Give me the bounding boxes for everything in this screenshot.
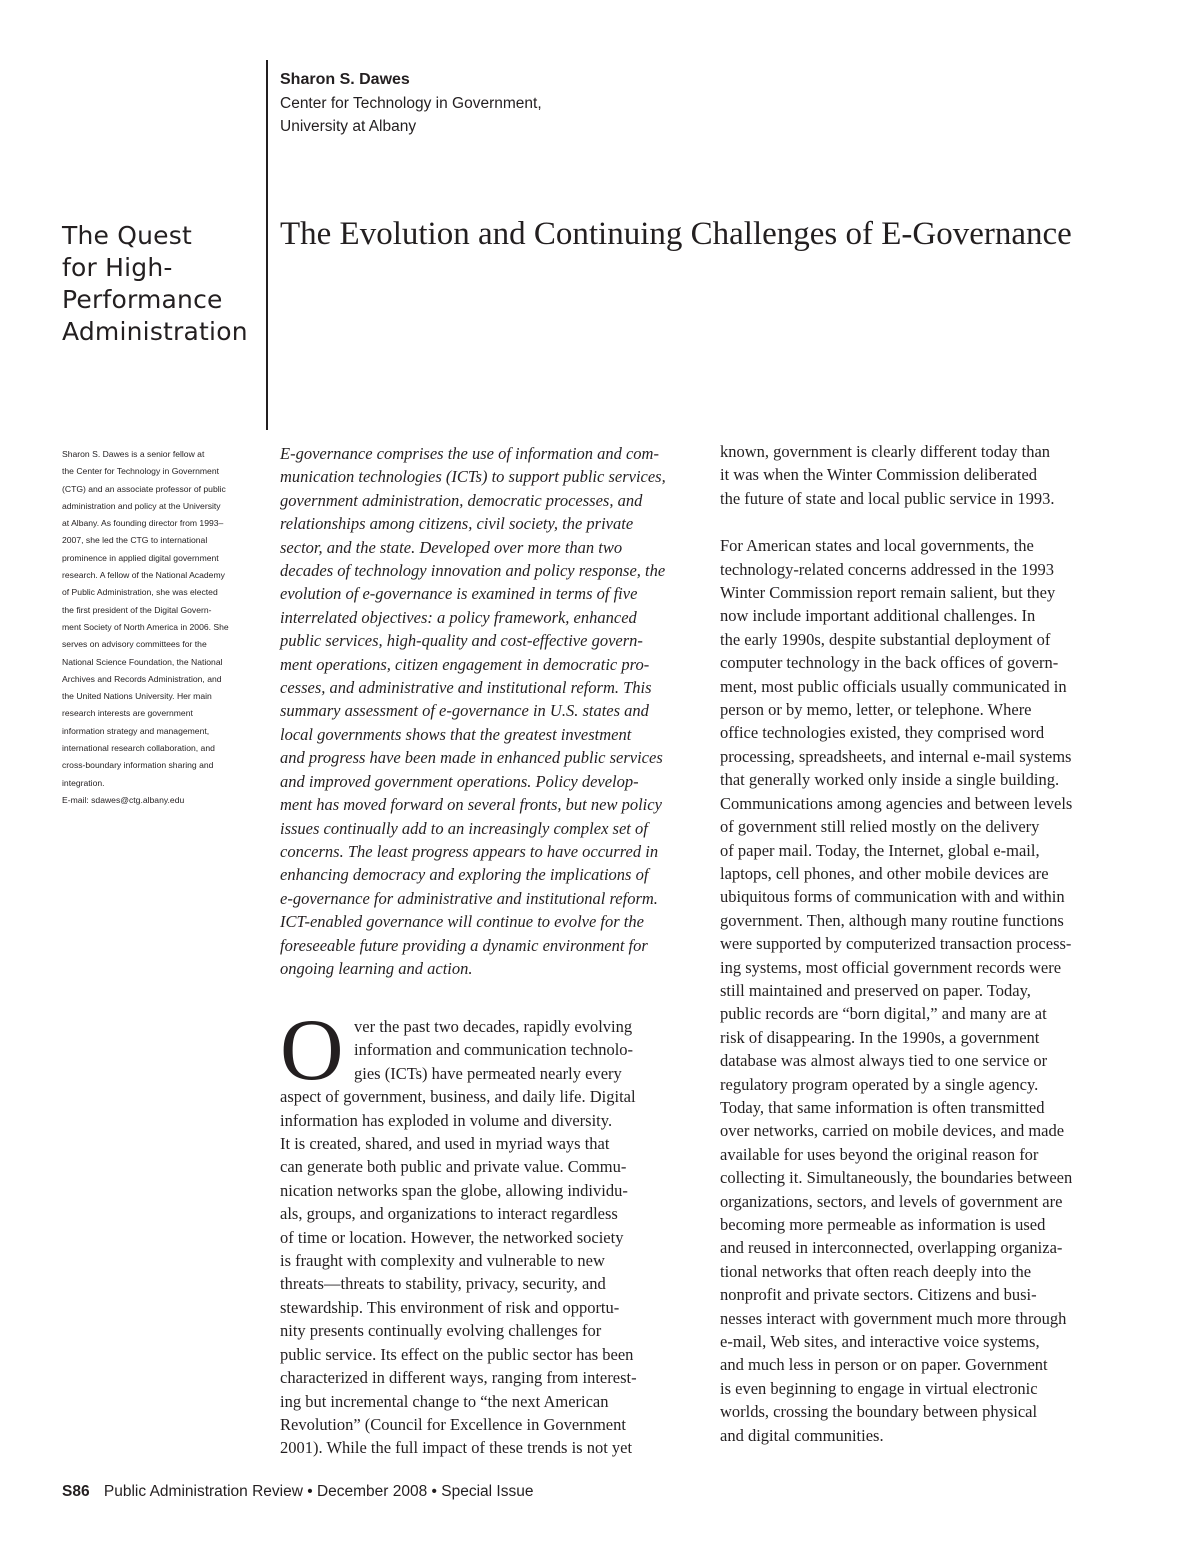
bio-line: research. A fellow of the National Academy [62, 570, 225, 581]
body-line: nonprofit and private sectors. Citizens and busi- [720, 1285, 1037, 1305]
body-line: information has exploded in volume and diversity. [280, 1110, 613, 1130]
author-bio [62, 446, 258, 809]
body-line: tional networks that often reach deeply into the [720, 1261, 1032, 1281]
bio-line: National Science Foundation, the National [62, 656, 223, 667]
bio-line: E-mail: sdawes@ctg.albany.edu [62, 794, 185, 805]
body-line: stewardship. This environment of risk and opportu- [280, 1297, 620, 1317]
abstract-line: evolution of e-governance is examined in terms of five [280, 584, 638, 604]
page-footer [62, 1482, 533, 1502]
body-paragraph [280, 1085, 700, 1460]
abstract-line: enhancing democracy and exploring the implications of [280, 865, 649, 885]
bio-line: of Public Administration, she was elected [62, 587, 218, 598]
section-label [62, 220, 262, 348]
body-line: ment, most public officials usually communicated in [720, 676, 1067, 696]
body-line: the future of state and local public service in 1993. [720, 488, 1055, 508]
bio-line: integration. [62, 777, 105, 788]
drop-cap: O [280, 1002, 344, 1099]
right-paragraph-2 [720, 534, 1140, 1447]
body-line: known, government is clearly different today than [720, 442, 1051, 461]
body-line: ing systems, most official government records were [720, 957, 1062, 977]
body-line: ing but incremental change to “the next American [280, 1391, 609, 1411]
abstract-line: E-governance comprises the use of information and com- [280, 444, 659, 463]
body-line: Communications among agencies and between levels [720, 793, 1073, 813]
bio-line: 2007, she led the CTG to international [62, 535, 208, 546]
bio-line: at Albany. As founding director from 1993– [62, 518, 224, 529]
page-number: S86 [62, 1483, 90, 1500]
bio-line: ment Society of North America in 2006. She [62, 621, 229, 632]
body-column-right [720, 440, 1140, 1447]
author-name: Sharon S. Dawes [280, 71, 410, 88]
abstract-line: and improved government operations. Policy develop- [280, 771, 639, 791]
journal-info: Public Administration Review • December 2008 • Special Issue [103, 1483, 534, 1500]
body-line: organizations, sectors, and levels of government are [720, 1191, 1063, 1211]
author-affiliation-line-2: University at Albany [280, 118, 417, 135]
abstract-line: summary assessment of e-governance in U.S. states and [280, 701, 649, 721]
body-line: government. Then, although many routine functions [720, 910, 1064, 930]
body-line: 2001). While the full impact of these trends is not yet [280, 1438, 633, 1458]
body-line: it was when the Winter Commission deliberated [720, 465, 1038, 485]
abstract-line: relationships among citizens, civil society, the private [280, 514, 634, 534]
bio-line: research interests are government [62, 708, 193, 719]
body-line: over networks, carried on mobile devices, and made [720, 1121, 1065, 1141]
body-line: characterized in different ways, ranging from interest- [280, 1368, 637, 1388]
body-line: public service. Its effect on the public sector has been [280, 1344, 634, 1364]
body-line: als, groups, and organizations to interact regardless [280, 1204, 618, 1224]
body-line: It is created, shared, and used in myriad ways that [280, 1134, 610, 1154]
body-line: technology-related concerns addressed in the 1993 [720, 559, 1055, 579]
bio-line: serves on advisory committees for the [62, 639, 207, 650]
vertical-rule [266, 60, 268, 430]
paragraph-spacer [720, 510, 1140, 534]
body-line: nication networks span the globe, allowing individu- [280, 1180, 628, 1200]
body-line: Revolution” (Council for Excellence in Government [280, 1414, 626, 1434]
body-line: available for uses beyond the original reason for [720, 1144, 1039, 1164]
body-line: information and communication technolo- [354, 1040, 634, 1060]
body-line: of time or location. However, the networked society [280, 1227, 624, 1247]
body-line: ver the past two decades, rapidly evolving [354, 1017, 633, 1036]
body-line: nity presents continually evolving challenges for [280, 1321, 602, 1341]
abstract-line: ment has moved forward on several fronts, but new policy [280, 795, 662, 815]
section-label-line: The Quest [62, 221, 192, 250]
section-label-line: Performance [62, 285, 223, 314]
body-line: Today, that same information is often transmitted [720, 1097, 1045, 1117]
body-line: aspect of government, business, and daily life. Digital [280, 1087, 636, 1107]
abstract-line: interrelated objectives: a policy framework, enhanced [280, 607, 637, 627]
bio-line: Sharon S. Dawes is a senior fellow at [62, 449, 205, 459]
body-line: gies (ICTs) have permeated nearly every [354, 1063, 622, 1083]
abstract [280, 442, 700, 980]
abstract-line: government administration, democratic processes, and [280, 490, 643, 510]
bio-line: the United Nations University. Her main [62, 691, 212, 702]
body-line: public records are “born digital,” and many are at [720, 1004, 1047, 1024]
body-line: of government still relied mostly on the delivery [720, 817, 1040, 837]
author-affiliation-line-1: Center for Technology in Government, [280, 95, 542, 112]
abstract-line: foreseeable future providing a dynamic environment for [280, 935, 648, 955]
abstract-line: public services, high-quality and cost-effective govern- [280, 631, 643, 651]
body-line: is fraught with complexity and vulnerable to new [280, 1251, 605, 1271]
abstract-line: local governments shows that the greatest investment [280, 724, 632, 744]
bio-line: international research collaboration, and [62, 743, 215, 754]
body-line: the early 1990s, despite substantial deployment of [720, 629, 1051, 649]
body-line: and digital communities. [720, 1425, 884, 1445]
bio-line: prominence in applied digital government [62, 552, 219, 563]
body-line: database was almost always tied to one service or [720, 1051, 1048, 1071]
abstract-line: concerns. The least progress appears to have occurred in [280, 841, 659, 861]
abstract-line: decades of technology innovation and policy response, the [280, 561, 666, 581]
body-line: computer technology in the back offices of govern- [720, 653, 1059, 673]
abstract-line: sector, and the state. Developed over more than two [280, 537, 623, 557]
body-line: regulatory program operated by a single agency. [720, 1074, 1039, 1094]
abstract-line: ICT-enabled governance will continue to evolve for the [280, 912, 644, 932]
body-line: that generally worked only inside a single building. [720, 770, 1060, 790]
body-line: ubiquitous forms of communication with and within [720, 887, 1065, 907]
body-line: is even beginning to engage in virtual electronic [720, 1378, 1038, 1398]
body-line: can generate both public and private value. Commu- [280, 1157, 627, 1177]
abstract-line: munication technologies (ICTs) to support public services, [280, 467, 666, 487]
body-line: Winter Commission report remain salient, but they [720, 583, 1056, 603]
body-line: becoming more permeable as information is used [720, 1215, 1046, 1234]
body-line: now include important additional challenges. In [720, 606, 1036, 626]
body-line: risk of disappearing. In the 1990s, a government [720, 1027, 1040, 1047]
bio-line: Archives and Records Administration, and [62, 673, 222, 684]
section-label-line: for High- [62, 253, 173, 282]
body-line: and much less in person or on paper. Government [720, 1355, 1048, 1375]
abstract-line: e-governance for administrative and institutional reform. [280, 888, 658, 908]
body-line: person or by memo, letter, or telephone. Where [720, 700, 1032, 720]
body-line: collecting it. Simultaneously, the boundaries between [720, 1168, 1073, 1188]
body-line: still maintained and preserved on paper. Today, [720, 980, 1031, 1000]
section-label-line: Administration [62, 317, 248, 346]
body-line: worlds, crossing the boundary between physical [720, 1402, 1038, 1422]
article-title: The Evolution and Continuing Challenges of E-Governance [280, 216, 1072, 252]
bio-line: information strategy and management, [62, 725, 210, 736]
body-column-left [280, 1002, 700, 1460]
abstract-line: and progress have been made in enhanced public services [280, 748, 663, 768]
abstract-line: issues continually add to an increasingly complex set of [280, 818, 648, 838]
bio-line: (CTG) and an associate professor of public [62, 483, 226, 494]
abstract-line: cesses, and administrative and institutional reform. This [280, 678, 652, 698]
abstract-line: ongoing learning and action. [280, 958, 473, 978]
body-line: processing, spreadsheets, and internal e-mail systems [720, 746, 1072, 766]
body-line: of paper mail. Today, the Internet, global e-mail, [720, 840, 1040, 860]
author-block [280, 68, 542, 138]
body-line: laptops, cell phones, and other mobile devices are [720, 863, 1049, 883]
bio-line: the first president of the Digital Govern- [62, 604, 212, 615]
body-line: and reused in interconnected, overlapping organiza- [720, 1238, 1063, 1258]
right-paragraph-1 [720, 440, 1140, 510]
bio-line: cross-boundary information sharing and [62, 760, 214, 771]
abstract-line: ment operations, citizen engagement in democratic pro- [280, 654, 650, 674]
body-line: threats—threats to stability, privacy, security, and [280, 1274, 606, 1294]
body-line: office technologies existed, they comprised word [720, 723, 1045, 743]
body-line: nesses interact with government much more through [720, 1308, 1067, 1328]
bio-line: administration and policy at the University [62, 500, 221, 511]
body-line: For American states and local governments, the [720, 536, 1034, 556]
bio-line: the Center for Technology in Government [62, 466, 220, 477]
body-line: e-mail, Web sites, and interactive voice systems, [720, 1332, 1040, 1352]
body-line: were supported by computerized transaction process- [720, 934, 1072, 954]
